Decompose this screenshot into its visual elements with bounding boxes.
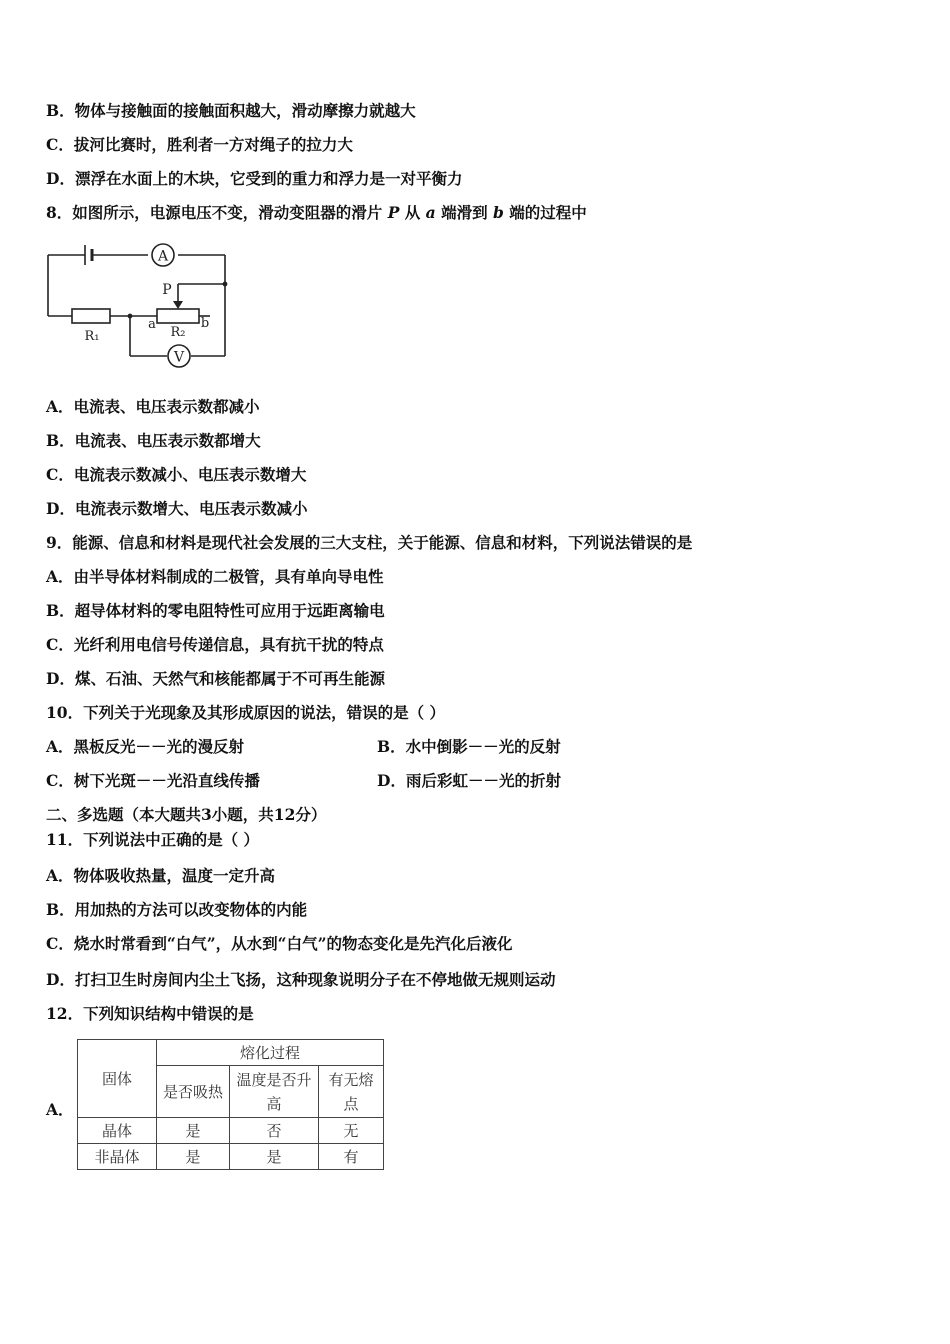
q10-option-b: B．水中倒影－－光的反射: [377, 737, 561, 756]
q8-circuit-diagram: [40, 236, 240, 368]
end-b-label: b: [200, 316, 210, 331]
q12-stem: 12．下列知识结构中错误的是: [46, 1004, 254, 1023]
q11-stem: 11．下列说法中正确的是（ ）: [46, 830, 259, 849]
section-heading: 二、多选题（本大题共3小题，共12分）: [46, 805, 327, 824]
table-col-header: 是否吸热: [157, 1066, 230, 1118]
table-col-header: 温度是否升高: [230, 1066, 319, 1118]
table-cell: 是: [157, 1118, 230, 1144]
table-row-name: 晶体: [78, 1118, 157, 1144]
q10-stem: 10．下列关于光现象及其形成原因的说法，错误的是（ ）: [46, 703, 445, 722]
table-row: [78, 1118, 384, 1144]
table-cell: 是: [230, 1144, 319, 1170]
q9-option-a: A．由半导体材料制成的二极管，具有单向导电性: [46, 567, 384, 586]
q7-option-c: C．拔河比赛时，胜利者一方对绳子的拉力大: [46, 135, 353, 154]
rheostat-r2-label: R₂: [170, 325, 186, 340]
q12-option-a-label: A．: [46, 1100, 74, 1119]
rheostat-r2-icon: [157, 309, 199, 323]
q11-option-d: D．打扫卫生时房间内尘土飞扬，这种现象说明分子在不停地做无规则运动: [46, 970, 556, 989]
table-corner-cell: 固体: [78, 1040, 157, 1118]
q10-option-a: A．黑板反光－－光的漫反射: [46, 737, 245, 756]
table-cell: 是: [157, 1144, 230, 1170]
table-row-name: 非晶体: [78, 1144, 157, 1170]
q8-option-d: D．电流表示数增大、电压表示数减小: [46, 499, 308, 518]
q8-option-a: A．电流表、电压表示数都减小: [46, 397, 260, 416]
q8-stem: 8．如图所示，电源电压不变，滑动变阻器的滑片 P 从 a 端滑到 b 端的过程中: [46, 203, 587, 222]
q9-stem: 9．能源、信息和材料是现代社会发展的三大支柱，关于能源、信息和材料，下列说法错误的是: [46, 533, 693, 552]
q11-option-c: C．烧水时常看到“白气”，从水到“白气”的物态变化是先汽化后液化: [46, 934, 513, 953]
junction-dot: [128, 314, 133, 319]
q8-option-c: C．电流表示数减小、电压表示数增大: [46, 465, 307, 484]
junction-dot: [223, 282, 228, 287]
q9-option-d: D．煤、石油、天然气和核能都属于不可再生能源: [46, 669, 385, 688]
table-cell: 无: [319, 1118, 384, 1144]
slider-arrow-icon: [173, 301, 183, 309]
end-a-label: a: [148, 317, 156, 332]
q10-option-c: C．树下光斑－－光沿直线传播: [46, 771, 260, 790]
resistor-r1-icon: [72, 309, 110, 323]
q7-option-d: D．漂浮在水面上的木块，它受到的重力和浮力是一对平衡力: [46, 169, 463, 188]
table-cell: 否: [230, 1118, 319, 1144]
q8-option-b: B．电流表、电压表示数都增大: [46, 431, 261, 450]
q11-option-b: B．用加热的方法可以改变物体的内能: [46, 900, 308, 919]
resistor-r1-label: R₁: [84, 329, 100, 344]
q10-option-d: D．雨后彩虹－－光的折射: [377, 771, 561, 790]
table-col-header: 有无熔点: [319, 1066, 384, 1118]
q9-option-b: B．超导体材料的零电阻特性可应用于远距离输电: [46, 601, 385, 620]
voltmeter-label: V: [173, 349, 185, 366]
table-row: [78, 1144, 384, 1170]
q7-option-b: B．物体与接触面的接触面积越大，滑动摩擦力就越大: [46, 101, 416, 120]
q11-option-a: A．物体吸收热量，温度一定升高: [46, 866, 276, 885]
ammeter-label: A: [157, 248, 169, 265]
q9-option-c: C．光纤利用电信号传递信息，具有抗干扰的特点: [46, 635, 384, 654]
q12-option-a-table: [77, 1039, 384, 1170]
slider-label: P: [162, 282, 172, 298]
table-cell: 有: [319, 1144, 384, 1170]
table-group-header: 熔化过程: [157, 1040, 384, 1066]
